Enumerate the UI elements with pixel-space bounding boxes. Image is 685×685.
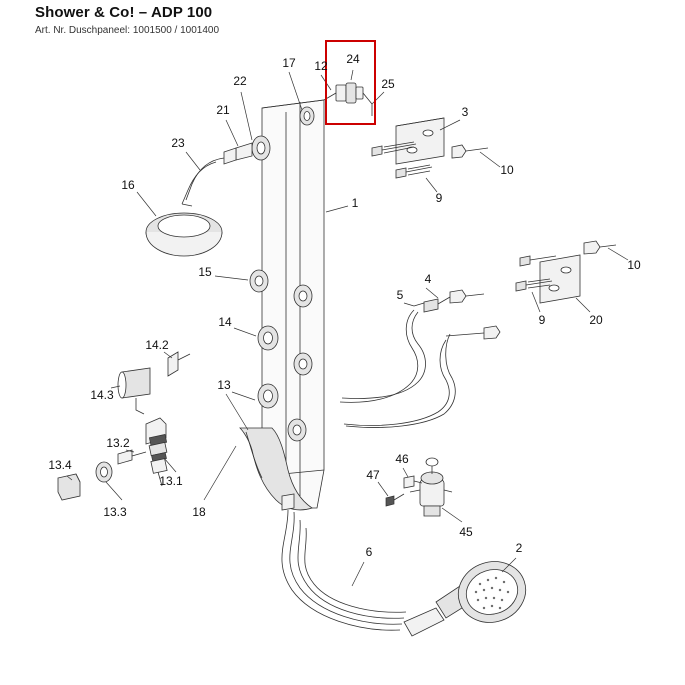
callout-2: 2 [515, 541, 523, 555]
callout-15: 15 [198, 265, 212, 279]
hose-connectors [340, 288, 500, 428]
callout-17: 17 [282, 56, 296, 70]
callout-45: 45 [459, 525, 473, 539]
callout-14-3: 14.3 [90, 388, 114, 402]
callout-4: 4 [424, 272, 432, 286]
hand-shower-and-hose [282, 494, 534, 636]
callout-18: 18 [192, 505, 206, 519]
callout-16: 16 [121, 178, 135, 192]
callout-46: 46 [395, 452, 409, 466]
callout-13-4: 13.4 [48, 458, 72, 472]
callout-12: 12 [314, 59, 328, 73]
callout-14: 14 [218, 315, 232, 329]
callout-23: 23 [171, 136, 185, 150]
callout-21: 21 [216, 103, 230, 117]
callout-1: 1 [351, 196, 359, 210]
page-subtitle: Art. Nr. Duschpaneel: 1001500 / 1001400 [35, 25, 220, 36]
callout-3: 3 [461, 105, 469, 119]
plug-10-block [584, 241, 616, 254]
callout-13: 13 [217, 378, 231, 392]
callout-13-3: 13.3 [103, 505, 127, 519]
mounting-block-20 [516, 241, 628, 312]
callout-25: 25 [381, 77, 395, 91]
callout-9-b: 9 [538, 313, 546, 327]
thermostatic-cartridge-13 [58, 394, 248, 500]
callout-47: 47 [366, 468, 380, 482]
callout-5: 5 [396, 288, 404, 302]
callout-22: 22 [233, 74, 247, 88]
callout-10-a: 10 [500, 163, 514, 177]
callout-14-2: 14.2 [145, 338, 169, 352]
shower-panel-body [240, 100, 324, 510]
callout-13-2: 13.2 [106, 436, 130, 450]
valve-assembly-45 [378, 458, 462, 522]
page-title: Shower & Co! – ADP 100 [35, 4, 213, 21]
callout-6: 6 [365, 545, 373, 559]
callout-20: 20 [589, 313, 603, 327]
mounting-plate-3 [372, 118, 500, 192]
screw-9-bottom [396, 165, 432, 178]
cartridge-parts-14 [111, 352, 190, 414]
callout-10-b: 10 [627, 258, 641, 272]
callout-13-1: 13.1 [159, 474, 183, 488]
callout-9-a: 9 [435, 191, 443, 205]
shower-arm-and-head [137, 92, 270, 256]
plug-10-top [452, 145, 488, 158]
callout-24: 24 [346, 52, 360, 66]
